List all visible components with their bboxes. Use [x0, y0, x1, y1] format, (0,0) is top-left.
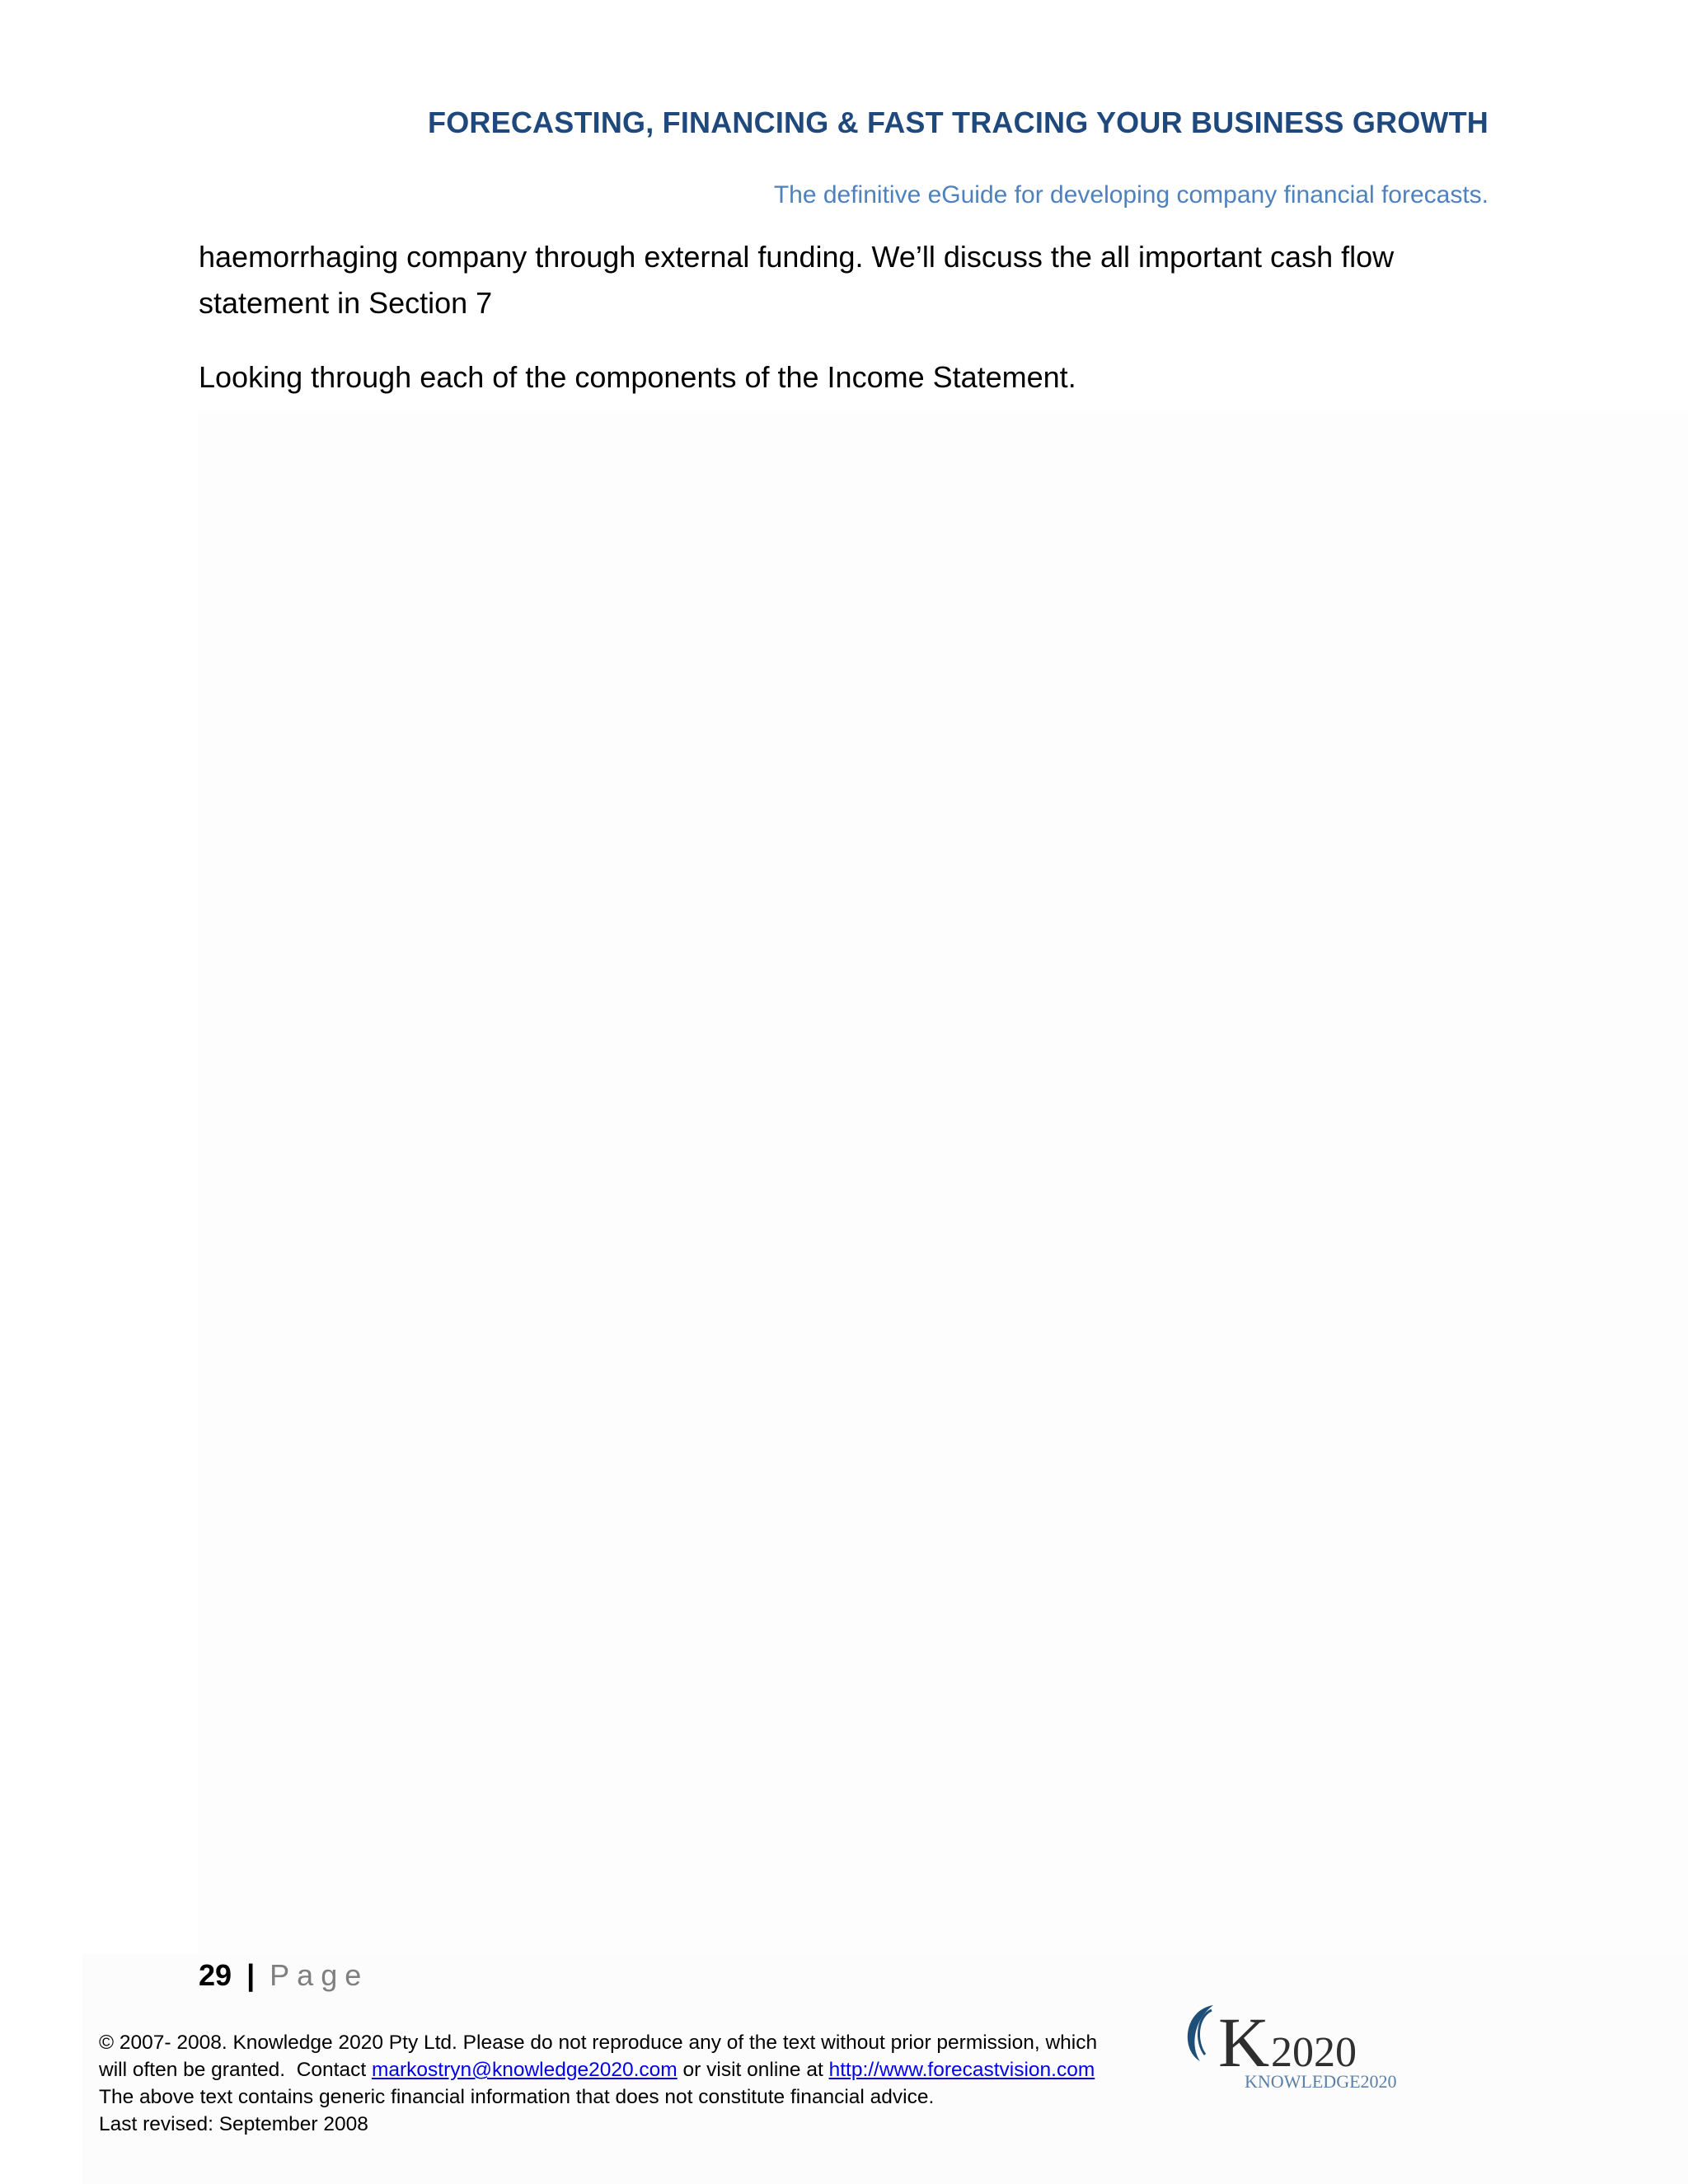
logo-swoosh [1188, 2005, 1213, 2061]
logo-graphic [1179, 1999, 1426, 2097]
page-number-label: Page [270, 1958, 369, 1992]
website-link[interactable]: http://www.forecastvision.com [828, 2059, 1095, 2081]
page-number [199, 1958, 368, 1993]
body-content [199, 234, 1484, 429]
logo-wordmark: KNOWLEDGE2020 [1245, 2071, 1397, 2092]
logo-year-text: 2020 [1271, 2029, 1357, 2076]
copyright-footer [99, 2029, 1170, 2138]
footer-line-copyright: © 2007- 2008. Knowledge 2020 Pty Ltd. Please do not reproduce any of the text without prior permission, which [99, 2032, 1098, 2054]
footer-contact-prefix: will often be granted. Contact [99, 2059, 372, 2081]
body-paragraph: haemorrhaging company through external funding. We’ll discuss the all important cash flow statement in Section 7 [199, 240, 1395, 320]
body-paragraph: Looking through each of the components of the Income Statement. [199, 360, 1076, 394]
email-link[interactable]: markostryn@knowledge2020.com [371, 2059, 678, 2081]
footer-line-contact [99, 2056, 1170, 2083]
page-number-separator: | [246, 1958, 256, 1992]
page-number-value: 29 [199, 1958, 232, 1992]
footer-line-revised: Last revised: September 2008 [99, 2113, 368, 2135]
document-header-subtitle: The definitive eGuide for developing company financial forecasts. [773, 181, 1489, 209]
document-header-title: FORECASTING, FINANCING & FAST TRACING YOUR BUSINESS GROWTH [428, 105, 1489, 139]
page-background [198, 412, 1688, 2184]
footer-contact-middle: or visit online at [677, 2059, 829, 2081]
logo-k-letter: K [1218, 2003, 1270, 2082]
knowledge2020-logo [1179, 1999, 1426, 2097]
footer-line-disclaimer: The above text contains generic financial information that does not constitute financial advice. [99, 2086, 935, 2108]
